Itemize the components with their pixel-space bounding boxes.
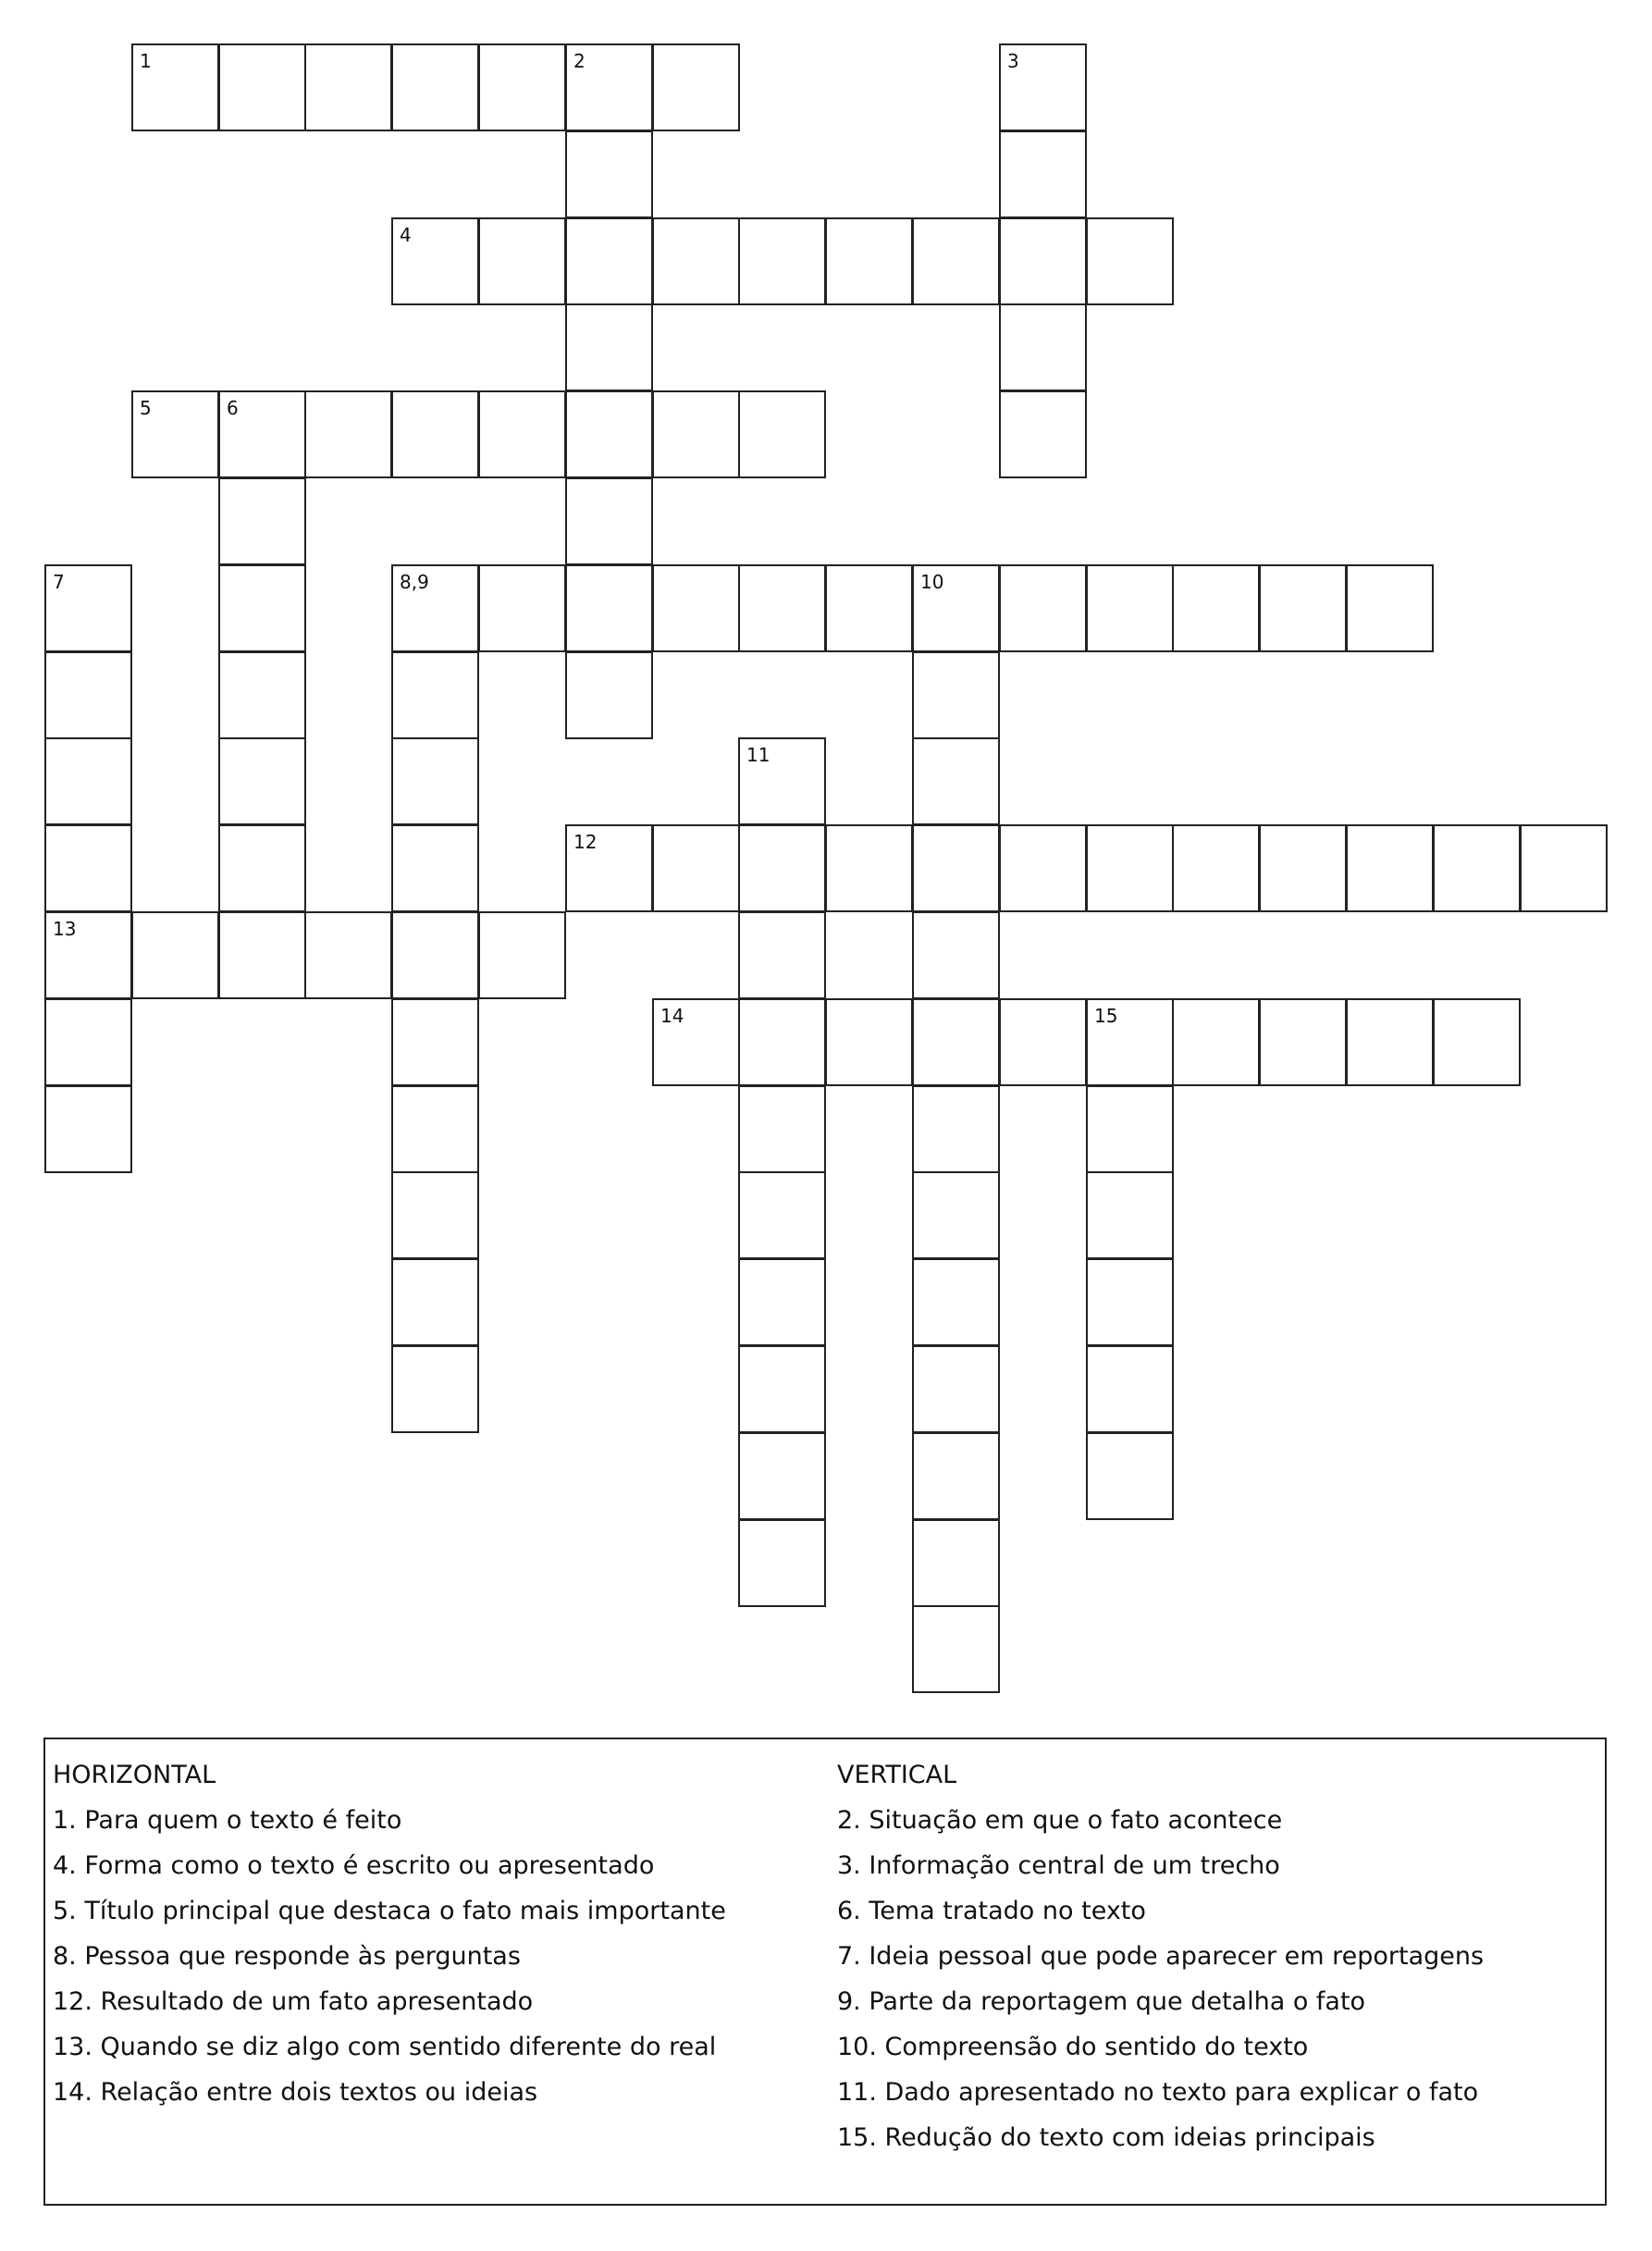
crossword-cell[interactable] — [44, 651, 132, 739]
crossword-cell[interactable] — [738, 824, 826, 912]
crossword-cell[interactable] — [1086, 998, 1174, 1086]
crossword-cell[interactable] — [565, 564, 653, 652]
vertical-clue: 7. Ideia pessoal que pode aparecer em reportagens — [837, 1942, 1485, 1971]
crossword-cell[interactable] — [825, 824, 913, 912]
vertical-clue: 6. Tema tratado no texto — [837, 1897, 1146, 1925]
crossword-cell[interactable] — [131, 911, 219, 999]
crossword-cell[interactable] — [391, 43, 479, 131]
crossword-cell[interactable] — [1259, 564, 1347, 652]
clue-number: 4 — [400, 224, 412, 246]
vertical-clue: 15. Redução do texto com ideias principais — [837, 2123, 1375, 2152]
crossword-cell[interactable] — [825, 564, 913, 652]
crossword-cell[interactable] — [912, 1432, 1000, 1520]
clue-number: 2 — [573, 50, 586, 72]
crossword-cell[interactable] — [912, 824, 1000, 912]
crossword-cell[interactable] — [44, 998, 132, 1086]
crossword-cell[interactable] — [218, 477, 306, 565]
crossword-cell[interactable] — [999, 43, 1087, 131]
crossword-cell[interactable] — [738, 1345, 826, 1433]
crossword-cell[interactable] — [44, 737, 132, 825]
crossword-cell[interactable] — [391, 1258, 479, 1346]
crossword-cell[interactable] — [1259, 824, 1347, 912]
clue-number: 6 — [227, 397, 239, 419]
crossword-cell[interactable] — [1086, 824, 1174, 912]
crossword-cell[interactable] — [912, 998, 1000, 1086]
crossword-cell[interactable] — [478, 43, 566, 131]
crossword-cell[interactable] — [304, 911, 392, 999]
crossword-cell[interactable] — [1346, 564, 1434, 652]
crossword-cell[interactable] — [478, 217, 566, 305]
crossword-cell[interactable] — [391, 1171, 479, 1259]
crossword-cell[interactable] — [44, 911, 132, 999]
crossword-cell[interactable] — [738, 1258, 826, 1346]
horizontal-clue: 4. Forma como o texto é escrito ou apresentado — [53, 1851, 655, 1880]
clue-number: 13 — [53, 918, 77, 940]
crossword-cell[interactable] — [391, 1085, 479, 1173]
horizontal-clue: 1. Para quem o texto é feito — [53, 1806, 402, 1835]
crossword-cell[interactable] — [912, 564, 1000, 652]
crossword-cell[interactable] — [825, 998, 913, 1086]
crossword-cell[interactable] — [565, 43, 653, 131]
horizontal-clue: 13. Quando se diz algo com sentido diferente do real — [53, 2033, 717, 2061]
vertical-clue: 10. Compreensão do sentido do texto — [837, 2033, 1309, 2061]
vertical-header: VERTICAL — [837, 1761, 957, 1789]
vertical-clue: 2. Situação em que o fato acontece — [837, 1806, 1283, 1835]
vertical-clue: 11. Dado apresentado no texto para explicar o fato — [837, 2078, 1479, 2107]
crossword-cell[interactable] — [1172, 998, 1260, 1086]
clue-number: 14 — [660, 1005, 684, 1027]
crossword-cell[interactable] — [999, 824, 1087, 912]
crossword-cell[interactable] — [999, 390, 1087, 478]
vertical-clue: 3. Informação central de um trecho — [837, 1851, 1280, 1880]
clue-number: 12 — [573, 831, 598, 853]
crossword-cell[interactable] — [478, 564, 566, 652]
crossword-cell[interactable] — [912, 911, 1000, 999]
vertical-clues — [837, 1752, 1484, 2160]
crossword-cell[interactable] — [738, 998, 826, 1086]
crossword-cell[interactable] — [218, 737, 306, 825]
crossword-cell[interactable] — [44, 1085, 132, 1173]
crossword-cell[interactable] — [304, 43, 392, 131]
crossword-cell[interactable] — [218, 390, 306, 478]
crossword-cell[interactable] — [999, 998, 1087, 1086]
crossword-cell[interactable] — [1433, 824, 1521, 912]
crossword-cell[interactable] — [391, 1345, 479, 1433]
clue-number: 11 — [746, 744, 771, 766]
crossword-cell[interactable] — [1086, 217, 1174, 305]
crossword-cell[interactable] — [738, 911, 826, 999]
crossword-cell[interactable] — [912, 1085, 1000, 1173]
crossword-cell[interactable] — [218, 43, 306, 131]
crossword-cell[interactable] — [391, 390, 479, 478]
clue-number: 1 — [140, 50, 152, 72]
crossword-cell[interactable] — [1086, 564, 1174, 652]
crossword-cell[interactable] — [1086, 1258, 1174, 1346]
crossword-cell[interactable] — [565, 477, 653, 565]
crossword-cell[interactable] — [391, 564, 479, 652]
clues-box — [43, 1738, 1607, 2206]
crossword-cell[interactable] — [999, 217, 1087, 305]
crossword-cell[interactable] — [391, 217, 479, 305]
crossword-cell[interactable] — [738, 564, 826, 652]
crossword-cell[interactable] — [912, 1605, 1000, 1693]
horizontal-clue: 12. Resultado de um fato apresentado — [53, 1987, 534, 2016]
crossword-cell[interactable] — [912, 1345, 1000, 1433]
crossword-cell[interactable] — [565, 651, 653, 739]
crossword-cell[interactable] — [912, 1519, 1000, 1607]
crossword-cell[interactable] — [1346, 998, 1434, 1086]
crossword-cell[interactable] — [825, 217, 913, 305]
crossword-cell[interactable] — [1259, 998, 1347, 1086]
crossword-cell[interactable] — [999, 130, 1087, 218]
crossword-cell[interactable] — [999, 564, 1087, 652]
crossword-cell[interactable] — [1172, 824, 1260, 912]
crossword-cell[interactable] — [912, 217, 1000, 305]
crossword-cell[interactable] — [738, 217, 826, 305]
vertical-clue: 9. Parte da reportagem que detalha o fato — [837, 1987, 1366, 2016]
crossword-cell[interactable] — [652, 217, 740, 305]
clue-number: 8,9 — [400, 571, 429, 593]
crossword-cell[interactable] — [912, 737, 1000, 825]
crossword-cell[interactable] — [391, 911, 479, 999]
crossword-cell[interactable] — [218, 824, 306, 912]
crossword-cell[interactable] — [652, 998, 740, 1086]
clue-number: 5 — [140, 397, 152, 419]
clue-number: 10 — [920, 571, 944, 593]
crossword-cell[interactable] — [738, 1085, 826, 1173]
crossword-cell[interactable] — [1086, 1432, 1174, 1520]
crossword-cell[interactable] — [912, 1171, 1000, 1259]
crossword-cell[interactable] — [1086, 1345, 1174, 1433]
crossword-cell[interactable] — [218, 911, 306, 999]
crossword-cell[interactable] — [912, 651, 1000, 739]
crossword-cell[interactable] — [131, 43, 219, 131]
crossword-cell[interactable] — [912, 1258, 1000, 1346]
crossword-cell[interactable] — [565, 217, 653, 305]
crossword-cell[interactable] — [478, 911, 566, 999]
crossword-cell[interactable] — [652, 43, 740, 131]
clue-number: 15 — [1094, 1005, 1118, 1027]
horizontal-header: HORIZONTAL — [53, 1761, 216, 1789]
crossword-cell[interactable] — [565, 130, 653, 218]
crossword-cell[interactable] — [218, 651, 306, 739]
horizontal-clue: 8. Pessoa que responde às perguntas — [53, 1942, 521, 1971]
crossword-cell[interactable] — [999, 303, 1087, 391]
crossword-cell[interactable] — [738, 390, 826, 478]
crossword-cell[interactable] — [391, 651, 479, 739]
crossword-cell[interactable] — [565, 824, 653, 912]
horizontal-clues — [53, 1752, 726, 2115]
crossword-cell[interactable] — [1086, 1085, 1174, 1173]
horizontal-clue: 5. Título principal que destaca o fato mais importante — [53, 1897, 726, 1925]
crossword-cell[interactable] — [738, 1519, 826, 1607]
crossword-cell[interactable] — [1346, 824, 1434, 912]
crossword-cell[interactable] — [391, 998, 479, 1086]
crossword-cell[interactable] — [1172, 564, 1260, 652]
crossword-cell[interactable] — [738, 1432, 826, 1520]
crossword-cell[interactable] — [652, 390, 740, 478]
crossword-cell[interactable] — [652, 564, 740, 652]
crossword-cell[interactable] — [304, 390, 392, 478]
crossword-cell[interactable] — [44, 824, 132, 912]
crossword-cell[interactable] — [1433, 998, 1521, 1086]
crossword-cell[interactable] — [738, 737, 826, 825]
crossword-cell[interactable] — [565, 303, 653, 391]
crossword-cell[interactable] — [131, 390, 219, 478]
crossword-cell[interactable] — [1086, 1171, 1174, 1259]
crossword-cell[interactable] — [738, 1171, 826, 1259]
crossword-cell[interactable] — [652, 824, 740, 912]
horizontal-clue: 14. Relação entre dois textos ou ideias — [53, 2078, 538, 2107]
crossword-cell[interactable] — [565, 390, 653, 478]
clue-number: 7 — [53, 571, 65, 593]
clue-number: 3 — [1007, 50, 1019, 72]
crossword-cell[interactable] — [391, 737, 479, 825]
crossword-cell[interactable] — [478, 390, 566, 478]
crossword-cell[interactable] — [44, 564, 132, 652]
crossword-cell[interactable] — [218, 564, 306, 652]
crossword-cell[interactable] — [1520, 824, 1608, 912]
crossword-cell[interactable] — [391, 824, 479, 912]
